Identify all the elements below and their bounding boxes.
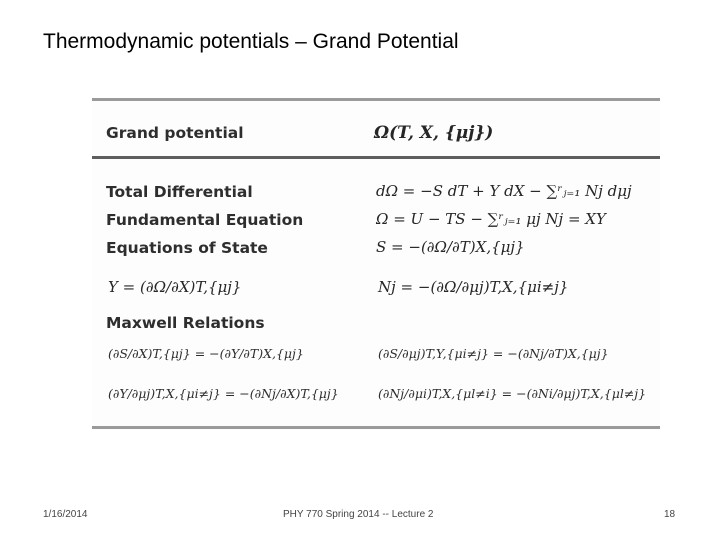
maxwell-label: Maxwell Relations [106,314,265,332]
thermo-table-image [92,98,660,430]
slide-title: Thermodynamic potentials – Grand Potential [43,30,459,53]
maxwell-relation-3: (∂Y/∂μj)T,X,{μi≠j} = −(∂Nj/∂X)T,{μj} [108,386,339,401]
table-bottom-rule [92,426,660,429]
footer-page-number: 18 [664,509,676,520]
eos-left-expr: Y = (∂Ω/∂X)T,{μj} [108,278,242,296]
maxwell-relation-4: (∂Nj/∂μi)T,X,{μl≠i} = −(∂Ni/∂μj)T,X,{μl≠j} [378,386,647,401]
row-expr-fundamental-equation: Ω = U − TS − ∑ʳⱼ₌₁ μj Nj = XY [376,210,606,228]
row-expr-total-differential: dΩ = −S dT + Y dX − ∑ʳⱼ₌₁ Nj dμj [376,182,632,200]
row-label-equations-of-state: Equations of State [106,239,268,257]
table-top-rule [92,98,660,101]
header-label: Grand potential [106,124,244,142]
footer-course: PHY 770 Spring 2014 -- Lecture 2 [283,509,434,520]
row-expr-equations-of-state: S = −(∂Ω/∂T)X,{μj} [376,238,525,256]
eos-right-expr: Nj = −(∂Ω/∂μj)T,X,{μi≠j} [378,278,569,296]
maxwell-relation-2: (∂S/∂μj)T,Y,{μi≠j} = −(∂Nj/∂T)X,{μj} [378,346,609,361]
footer-date: 1/16/2014 [43,509,88,520]
row-label-fundamental-equation: Fundamental Equation [106,211,304,229]
row-label-total-differential: Total Differential [106,183,253,201]
maxwell-relation-1: (∂S/∂X)T,{μj} = −(∂Y/∂T)X,{μj} [108,346,304,361]
header-symbol: Ω(T, X, {μj}) [374,123,494,143]
table-mid-rule [92,156,660,159]
